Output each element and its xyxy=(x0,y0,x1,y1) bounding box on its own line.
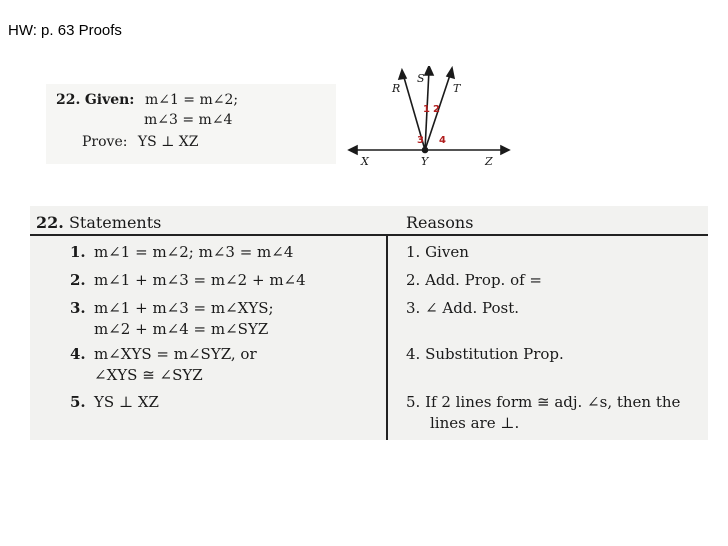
statement-row xyxy=(70,242,293,263)
statements-header xyxy=(36,213,161,232)
label-t: T xyxy=(453,82,461,95)
angle-label-3: 3 xyxy=(417,135,424,146)
row-number: 1. xyxy=(70,243,86,261)
given-line-2: m∠3 = m∠4 xyxy=(144,112,233,128)
label-x: X xyxy=(361,155,369,168)
arrow-s xyxy=(425,66,433,75)
table-number: 22. xyxy=(36,213,64,232)
statement-text: m∠1 + m∠3 = m∠XYS; xyxy=(94,299,274,317)
statement-text: m∠2 + m∠4 = m∠SYZ xyxy=(94,320,269,338)
given-text-1: m∠1 = m∠2; xyxy=(144,92,239,108)
statement-text: YS ⊥ XZ xyxy=(94,393,159,411)
reason-text: 2. Add. Prop. of = xyxy=(406,271,543,289)
arrow-z xyxy=(501,146,509,154)
header-rule xyxy=(30,234,708,236)
reason-line: lines are ⊥. xyxy=(430,414,520,432)
label-s: S xyxy=(417,72,425,85)
angle-label-1: 1 xyxy=(423,104,430,115)
prove-text: YS ⊥ XZ xyxy=(137,134,199,150)
angle-label-2: 2 xyxy=(433,104,440,115)
reason-text xyxy=(406,392,680,434)
row-number: 4. xyxy=(70,345,86,363)
statement-text: m∠1 = m∠2; m∠3 = m∠4 xyxy=(94,243,294,261)
prove-line xyxy=(82,134,199,150)
arrow-x xyxy=(349,146,357,154)
angle-label-4: 4 xyxy=(439,135,446,146)
proof-table xyxy=(30,206,708,440)
arrow-r xyxy=(399,70,406,79)
point-y xyxy=(423,148,428,153)
row-number: 2. xyxy=(70,271,86,289)
reason-text: 3. ∠ Add. Post. xyxy=(406,299,519,317)
page-title: HW: p. 63 Proofs xyxy=(8,22,122,39)
problem-number: 22. xyxy=(56,92,81,108)
row-number: 5. xyxy=(70,393,86,411)
statement-row xyxy=(70,298,274,340)
reason-line: 5. If 2 lines form ≅ adj. ∠s, then the xyxy=(406,393,681,411)
reasons-header: Reasons xyxy=(406,213,474,232)
label-z: Z xyxy=(485,155,493,168)
statement-text: m∠1 + m∠3 = m∠2 + m∠4 xyxy=(94,271,306,289)
statement-row xyxy=(70,344,257,386)
prove-label: Prove: xyxy=(82,134,128,150)
angle-figure xyxy=(345,66,515,176)
statement-row xyxy=(70,270,306,291)
arrow-t xyxy=(447,68,454,78)
column-divider xyxy=(386,234,388,440)
statement-text: ∠XYS ≅ ∠SYZ xyxy=(94,366,203,384)
reason-text: 4. Substitution Prop. xyxy=(406,345,564,363)
given-label: Given: xyxy=(84,92,135,108)
statement-row xyxy=(70,392,159,413)
given-prove-block xyxy=(46,84,336,164)
given-line-1 xyxy=(56,92,238,108)
reason-text: 1. Given xyxy=(406,243,469,261)
statement-text: m∠XYS = m∠SYZ, or xyxy=(94,345,257,363)
label-r: R xyxy=(392,82,401,95)
statements-header-label: Statements xyxy=(68,213,162,232)
row-number: 3. xyxy=(70,299,86,317)
label-y: Y xyxy=(421,155,429,168)
